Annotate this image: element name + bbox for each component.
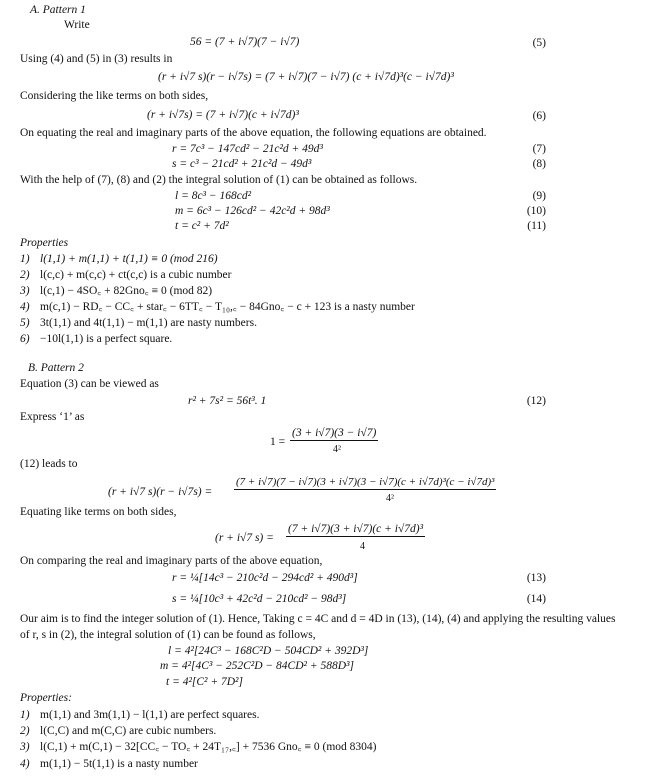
equation-number-10: (10)	[526, 205, 546, 217]
property-item	[20, 758, 198, 771]
equation-number-7: (7)	[532, 143, 546, 155]
equation-number-11: (11)	[527, 220, 546, 232]
paragraph-aim-line-2: of r, s in (2), the integral solution of (1) can be found as follows,	[20, 629, 316, 641]
equation-5: 56 = (7 + i√7)(7 − i√7)	[190, 36, 300, 48]
equation-one-numerator: (3 + i√7)(3 − i√7)	[292, 427, 377, 439]
property-number: 1)	[20, 253, 30, 265]
property-number: 5)	[20, 317, 30, 329]
solution-t: t = 4²[C² + 7D²]	[166, 676, 243, 688]
paragraph-comparing: On comparing the real and imaginary parts of the above equation,	[20, 555, 323, 567]
section-heading-pattern-2: B. Pattern 2	[28, 362, 84, 374]
property-number: 3)	[20, 285, 30, 297]
equation-12: r² + 7s² = 56t³. 1	[188, 395, 267, 407]
property-text: 3t(1,1) and 4t(1,1) − m(1,1) are nasty numbers.	[40, 317, 257, 329]
properties-heading-1: Properties	[20, 237, 69, 249]
property-text: m(1,1) and 3m(1,1) − l(1,1) are perfect squares.	[40, 709, 260, 721]
paragraph-using: Using (4) and (5) in (3) results in	[20, 53, 173, 65]
solution-l: l = 4²[24C³ − 168C²D − 504CD² + 392D³]	[168, 645, 369, 657]
equation-leads-lhs: (r + i√7 s)(r − i√7s) =	[108, 486, 213, 498]
paragraph-like-terms: Equating like terms on both sides,	[20, 506, 177, 518]
equation-number-14: (14)	[526, 593, 546, 605]
equation-one-lhs: 1 =	[270, 436, 286, 448]
property-item	[20, 301, 415, 314]
equation-number-12: (12)	[526, 395, 546, 407]
section-heading-pattern-1: A. Pattern 1	[30, 4, 86, 16]
paragraph-equating: On equating the real and imaginary parts of the above equation, the following equations are obtained.	[20, 127, 487, 139]
property-number: 6)	[20, 333, 30, 345]
property-text: l(c,c) + m(c,c) + ct(c,c) is a cubic number	[40, 269, 232, 281]
property-number: 4)	[20, 758, 30, 770]
property-item	[20, 269, 231, 282]
equation-11: t = c² + 7d²	[175, 220, 229, 232]
equation-6: (r + i√7s) = (7 + i√7)(c + i√7d)³	[147, 109, 299, 121]
property-text: l(C,1) + m(C,1) − 32[CC꜀ − TO꜀ + 24T₁₇,꜀] + 7536 Gno꜀ ≡ 0 (mod 8304)	[40, 741, 377, 753]
property-text: −10l(1,1) is a perfect square.	[40, 333, 173, 345]
property-text: l(c,1) − 4SO꜀ + 82Gno꜀ ≡ 0 (mod 82)	[40, 285, 213, 297]
equation-number-8: (8)	[532, 158, 546, 170]
property-item	[20, 333, 172, 346]
property-item	[20, 709, 259, 722]
text-write: Write	[64, 19, 90, 31]
property-number: 3)	[20, 741, 30, 753]
equation-9: l = 8c³ − 168cd²	[175, 190, 252, 202]
solution-m: m = 4²[4C³ − 252C²D − 84CD² + 588D³]	[160, 660, 354, 672]
equation-number-5: (5)	[532, 37, 546, 49]
equation-7: r = 7c³ − 147cd² − 21c²d + 49d³	[172, 143, 323, 155]
property-number: 4)	[20, 301, 30, 313]
equation-number-6: (6)	[532, 110, 546, 122]
equation-number-9: (9)	[532, 190, 546, 202]
equation-number-13: (13)	[526, 572, 546, 584]
equation-leads-denominator: 4²	[386, 493, 394, 504]
property-number: 1)	[20, 709, 30, 721]
property-text: m(c,1) − RD꜀ − CC꜀ + star꜀ − 6TT꜀ − T₁₀,꜀ − 84Gno꜀ − c + 123 is a nasty number	[40, 301, 415, 313]
property-item	[20, 253, 218, 266]
property-text: l(1,1) + m(1,1) + t(1,1) ≡ 0 (mod 216)	[40, 253, 218, 265]
property-item	[20, 741, 377, 754]
paragraph-leads: (12) leads to	[20, 458, 78, 470]
property-item	[20, 317, 257, 330]
property-text: m(1,1) − 5t(1,1) is a nasty number	[40, 758, 198, 770]
paragraph-express: Express ‘1’ as	[20, 411, 85, 423]
paragraph-considering: Considering the like terms on both sides,	[20, 90, 209, 102]
property-item	[20, 285, 212, 298]
property-number: 2)	[20, 725, 30, 737]
equation-like-numerator: (7 + i√7)(3 + i√7)(c + i√7d)³	[288, 523, 424, 535]
equation-like-lhs: (r + i√7 s) =	[215, 532, 274, 544]
equation-like-denominator: 4	[360, 541, 365, 552]
equation-leads-numerator: (7 + i√7)(7 − i√7)(3 + i√7)(3 − i√7)(c + i√7d)³(c − i√7d)³	[236, 476, 495, 488]
equation-using: (r + i√7 s)(r − i√7s) = (7 + i√7)(7 − i√7) (c + i√7d)³(c − i√7d)³	[158, 71, 454, 83]
equation-13: r = ¼[14c³ − 210c²d − 294cd² + 490d³]	[172, 572, 358, 584]
property-item	[20, 725, 216, 738]
property-text: l(C,C) and m(C,C) are cubic numbers.	[40, 725, 217, 737]
paragraph-viewed: Equation (3) can be viewed as	[20, 378, 159, 390]
equation-10: m = 6c³ − 126cd² − 42c²d + 98d³	[175, 205, 330, 217]
properties-heading-2: Properties:	[20, 692, 72, 704]
paragraph-help: With the help of (7), (8) and (2) the integral solution of (1) can be obtained as follows.	[20, 174, 418, 186]
equation-14: s = ¼[10c³ + 42c²d − 210cd² − 98d³]	[172, 593, 347, 605]
property-number: 2)	[20, 269, 30, 281]
paragraph-aim-line-1: Our aim is to find the integer solution of (1). Hence, Taking c = 4C and d = 4D in (13), (14), (4) and applying the resulting values	[20, 613, 616, 625]
equation-one-denominator: 4²	[333, 444, 341, 455]
equation-8: s = c³ − 21cd² + 21c²d − 49d³	[172, 158, 312, 170]
